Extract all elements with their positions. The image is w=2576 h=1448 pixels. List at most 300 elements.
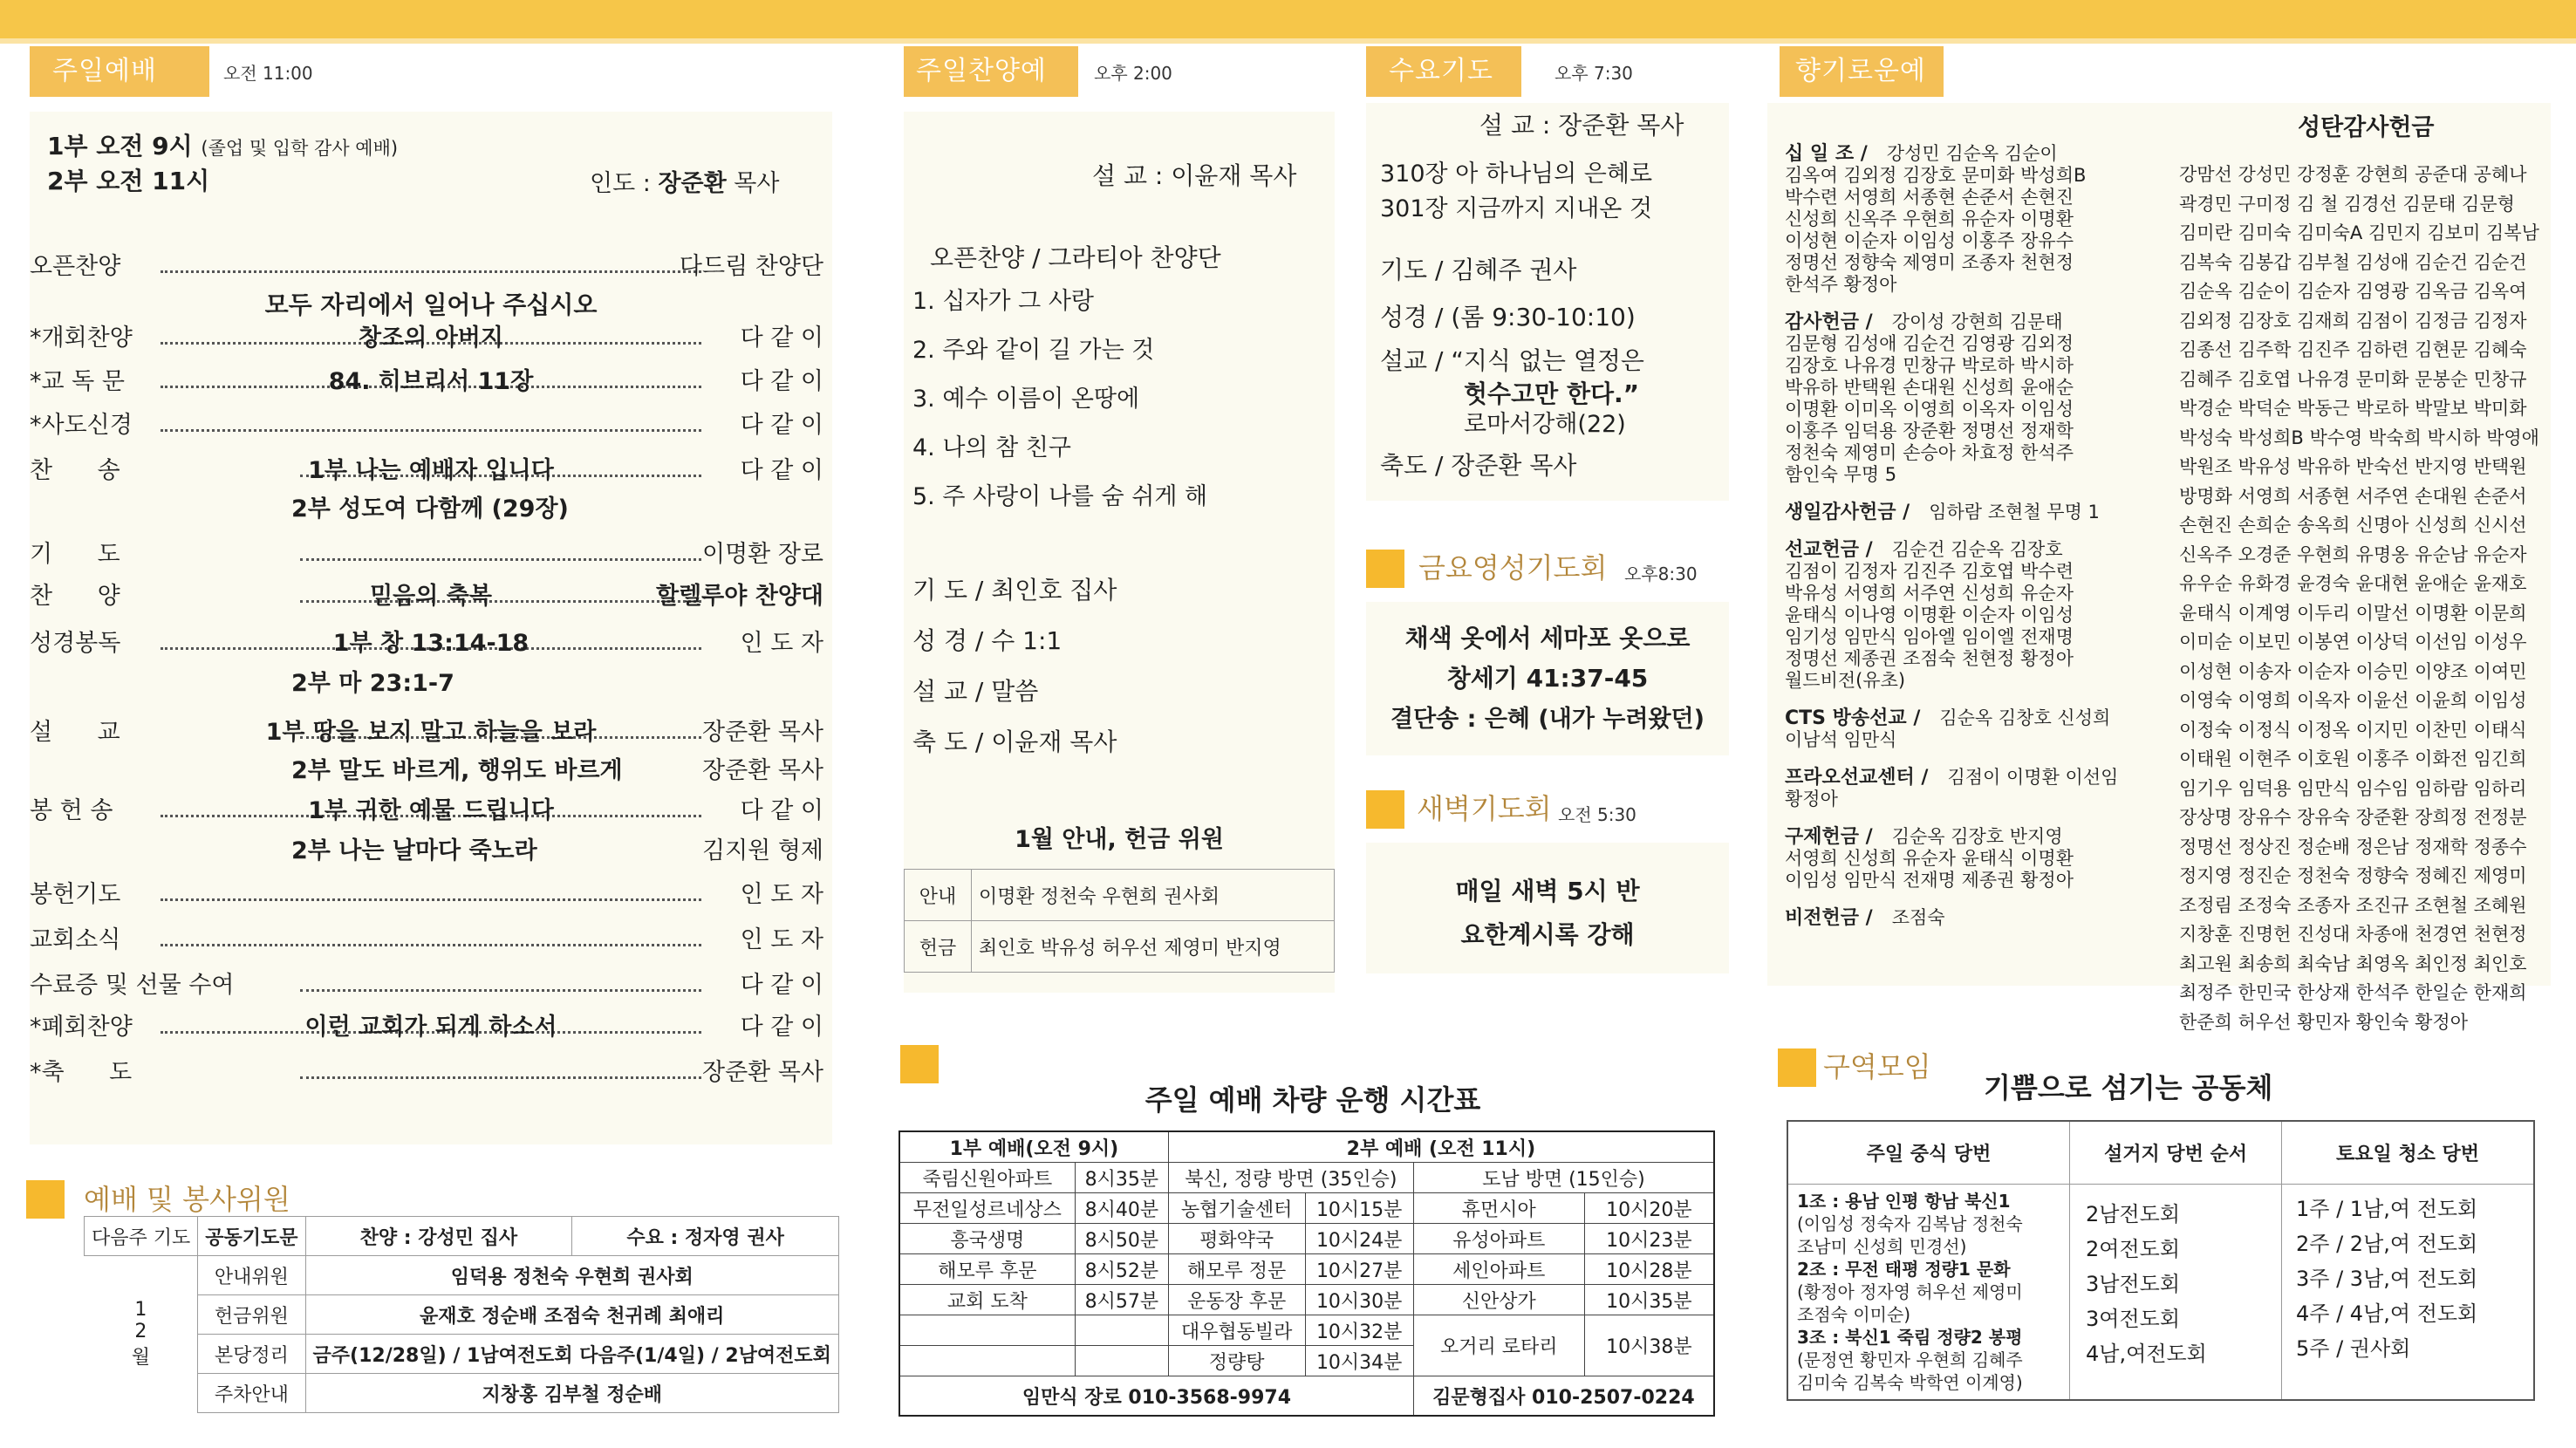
order-label: *교 독 문: [30, 368, 125, 395]
bus-cell: 오거리 로타리: [1413, 1315, 1584, 1376]
leader-dots: [161, 429, 701, 432]
order-row: [30, 365, 832, 400]
thanks-names: 박원조 박유성 박유하 반숙선 반지영 반택원: [2179, 456, 2527, 477]
bus-table: [899, 1130, 1715, 1417]
bus-cell: [899, 1315, 1075, 1346]
bus-cell: 농협기술센터: [1168, 1193, 1305, 1224]
bus-cell: 해모루 후문: [899, 1254, 1075, 1285]
praise-item: 기 도 / 최인호 집사: [912, 576, 1117, 604]
dish-line: 2남전도회: [2086, 1201, 2181, 1226]
leader-dots: [300, 558, 701, 561]
thanks-names: 임기우 임덕용 임만식 임수임 임하람 임하리: [2179, 777, 2527, 799]
order-row: [30, 249, 832, 284]
lunch-line: (황정아 정자영 허우선 제영미: [1797, 1281, 2023, 1302]
offer-names: 박유성 서영희 서주연 신성희 유순자: [1785, 583, 2074, 604]
sunday-time: 오전 11:00: [223, 63, 313, 84]
cell-head: 설거지 당번 순서: [2070, 1121, 2282, 1184]
offer-group: [1785, 539, 2151, 692]
staff-cell: 찬양 : 강성민 집사: [305, 1217, 572, 1256]
bus-cell: 10시27분: [1305, 1254, 1413, 1285]
order-label: 수료증 및 선물 수여: [30, 972, 235, 999]
thanks-names: 이태원 이현주 이호원 이홍주 이화전 임긴희: [2179, 748, 2527, 769]
wed-bless: 축도 / 장준환 목사: [1380, 451, 1577, 480]
bus-cell: 10시20분: [1584, 1193, 1714, 1224]
top-banner-shade: [0, 38, 2576, 44]
bus-cell: 유성아파트: [1413, 1224, 1584, 1254]
dawn-line: 매일 새벽 5시 반: [1455, 877, 1640, 905]
guide-role: 안내: [905, 870, 972, 921]
praise-item: 성 경 / 수 1:1: [912, 626, 1063, 655]
praise-panel: [904, 112, 1335, 993]
order-role: 장준환 목사: [702, 719, 823, 746]
bus-header: 1부 예배(오전 9시): [899, 1131, 1168, 1163]
song: 3. 예수 이름이 온땅에: [912, 386, 1140, 413]
order-label: *축 도: [30, 1059, 133, 1086]
leader-dots: [300, 1076, 701, 1079]
lunch-cell: [1787, 1184, 2070, 1400]
offer-names: 조점숙: [1891, 907, 1945, 928]
order-row: [30, 834, 832, 869]
offer-tab: 향기로운예: [1780, 46, 1944, 97]
offer-group-first: [1785, 311, 2151, 333]
thanks-names: 방명화 서영희 서종현 서주연 손대원 손준서: [2179, 485, 2527, 507]
staff-members: 금주(12/28일) / 1남여전도회 다음주(1/4일) / 2남여전도회: [305, 1335, 838, 1374]
order-label: 설 교: [30, 719, 120, 746]
wed-bible: 성경 / (롬 9:30-10:10): [1380, 303, 1636, 331]
offer-group: [1785, 826, 2151, 891]
order-role: 다 같 이: [740, 972, 823, 999]
leader-dots: [300, 989, 701, 992]
fri-line: 창세기 41:37-45: [1446, 664, 1649, 693]
leader-dots: [161, 270, 701, 273]
staff-role: 헌금위원: [198, 1295, 305, 1335]
order-row: [30, 715, 832, 750]
wed-sermon-3: 로마서강해(22): [1464, 411, 1626, 438]
bus-row: [899, 1315, 1714, 1346]
order-row: [30, 923, 832, 958]
offer-group: [1785, 767, 2151, 810]
offer-group-title: 구제헌금 /: [1785, 826, 1873, 848]
thanks-names: 이영숙 이영희 이옥자 이윤선 이윤희 이임성: [2179, 690, 2527, 711]
staff-members: 임덕용 정천숙 우현희 권사회: [305, 1256, 838, 1295]
bus-cell: 신안상가: [1413, 1285, 1584, 1315]
offer-names: 강성민 김순옥 김순이: [1886, 143, 2058, 164]
offer-group: [1785, 502, 2151, 523]
offer-group: [1785, 311, 2151, 486]
cell-head: 토요일 청소 당번: [2282, 1121, 2535, 1184]
bus-cell: 10시30분: [1305, 1285, 1413, 1315]
cell-table: [1787, 1120, 2535, 1401]
song: 1. 십자가 그 사랑: [912, 288, 1095, 315]
order-role: 인 도 자: [740, 630, 823, 657]
lunch-line: (이임성 정숙자 김복남 정천숙: [1797, 1212, 2023, 1234]
dish-cell: [2070, 1184, 2282, 1400]
staff-title: 예배 및 봉사위원: [84, 1183, 290, 1216]
guide-role: 헌금: [905, 921, 972, 973]
thanks-names: 최정주 한민국 한상재 한석주 한일순 한재희: [2179, 982, 2527, 1003]
offer-names: 이임성 임만식 전재명 제종권 황정아: [1785, 870, 2074, 891]
bus-cell: 10시38분: [1584, 1315, 1714, 1376]
fri-time: 오후8:30: [1624, 563, 1698, 584]
bus-cell: 10시35분: [1584, 1285, 1714, 1315]
clean-line: 4주 / 4남,여 전도회: [2296, 1301, 2478, 1326]
offer-names: 이남석 임만식: [1785, 729, 1897, 750]
thanks-names: 박경순 박덕순 박동근 박로하 박말보 박미화: [2179, 398, 2527, 419]
guide-names: 최인호 박유성 허우선 제영미 반지영: [972, 921, 1335, 973]
order-row: [30, 878, 832, 912]
offer-names: 윤태식 이나영 이명환 이순자 이임성: [1785, 604, 2074, 625]
offer-group-title: 비전헌금 /: [1785, 907, 1873, 929]
fri-line: 채색 옷에서 세마포 옷으로: [1404, 624, 1691, 652]
service-1: 1부 오전 9시 (졸업 및 입학 감사 예배): [47, 132, 399, 161]
staff-role: 주차안내: [198, 1374, 305, 1413]
dawn-title: 새벽기도회: [1417, 792, 1552, 825]
thanks-names: 조정림 조정숙 조종자 조진규 조현철 조혜원: [2179, 894, 2527, 916]
order-row: [30, 1055, 832, 1090]
section-square: [1366, 790, 1404, 829]
thanks-names: 손현진 손희순 송옥희 신명아 신성희 신시선: [2179, 515, 2527, 536]
offer-names: 황정아: [1785, 789, 1838, 809]
bus-cell: [1075, 1346, 1168, 1376]
offer-group-title: 선교헌금 /: [1785, 539, 1873, 561]
order-role: 다 같 이: [740, 797, 823, 824]
thanks-names: 곽경민 구미정 김 철 김경선 김문태 김문형: [2179, 193, 2515, 215]
order-label: 봉헌기도: [30, 881, 121, 908]
section-square: [1366, 550, 1404, 588]
praise-songs: [912, 277, 1207, 522]
offer-names: 이성현 이순자 이임성 이홍주 장유수: [1785, 230, 2074, 251]
offer-names: 김문형 김성애 김순건 김영광 김외정: [1785, 333, 2074, 354]
fri-title: 금요영성기도회: [1418, 551, 1608, 584]
offer-names: 박수련 서영희 서종현 손준서 손현진: [1785, 187, 2074, 208]
thanks-names: 강맘선 강성민 강정훈 강현희 공준대 공혜나: [2179, 164, 2527, 185]
offer-group-title: 프라오선교센터 /: [1785, 767, 1929, 789]
offer-names: 정명선 정향숙 제영미 조종자 천현정: [1785, 252, 2074, 273]
order-row: [30, 408, 832, 443]
order-role: 장준환 목사: [702, 1059, 823, 1086]
bus-contact: 임만식 장로 010-3568-9974: [899, 1376, 1413, 1417]
bus-cell: 10시34분: [1305, 1346, 1413, 1376]
order-content: 믿음의 축복: [370, 583, 492, 610]
order-content: 2부 나는 날마다 죽노라: [291, 837, 537, 864]
offer-names: 이명환 이미옥 이영희 이옥자 이임성: [1785, 399, 2074, 420]
thanks-names: 한준희 허우선 황민자 황인숙 황정아: [2179, 1011, 2468, 1033]
fri-line: 결단송 : 은혜 (내가 누려왔던): [1390, 706, 1705, 733]
offer-names: 김순건 김순옥 김장호: [1891, 539, 2063, 560]
order-row: [30, 794, 832, 829]
sunday-order-panel: [30, 112, 832, 1144]
bus-cell: 10시23분: [1584, 1224, 1714, 1254]
order-label: 오픈찬양: [30, 253, 121, 280]
offer-names: 임기성 임만식 임아엘 임이엘 전재명: [1785, 626, 2074, 647]
wed-sermon: 설교 / “지식 없는 열정은: [1380, 346, 1644, 375]
staff-cell: 다음주 기도: [85, 1217, 198, 1256]
bus-cell: 휴먼시아: [1413, 1193, 1584, 1224]
clean-cell: [2282, 1184, 2535, 1400]
bus-cell: 운동장 후문: [1168, 1285, 1305, 1315]
bus-cell: 10시15분: [1305, 1193, 1413, 1224]
thanks-names: 김종선 김주학 김진주 김하련 김현문 김혜숙: [2179, 339, 2527, 360]
order-role: 김지원 형제: [702, 837, 823, 864]
thanks-names: 신옥주 오경준 우현희 유명옹 유순남 유순자: [2179, 543, 2527, 565]
bus-cell: 10시24분: [1305, 1224, 1413, 1254]
order-label: 찬 양: [30, 583, 120, 610]
bus-row: [899, 1163, 1714, 1193]
order-content: 1부 창 13:14-18: [332, 630, 530, 657]
bus-cell: 무전일성르네상스: [899, 1193, 1075, 1224]
order-role: 장준환 목사: [702, 757, 823, 784]
thanks-names: 정지영 정진순 정천숙 정향숙 정혜진 제영미: [2179, 865, 2527, 886]
offer-names: 김옥여 김외정 김장호 문미화 박성희B: [1785, 165, 2087, 186]
offer-group-title: 십 일 조 /: [1785, 143, 1868, 165]
thanks-names: 김외정 김장호 김재희 김점이 김정금 김정자: [2179, 310, 2527, 331]
order-row: [30, 537, 832, 572]
order-label: *폐회찬양: [30, 1014, 133, 1041]
guide-title: 1월 안내, 헌금 위원: [1015, 826, 1224, 853]
order-content: 이런 교회가 되게 하소서: [304, 1014, 557, 1041]
bus-row: [899, 1193, 1714, 1224]
order-content: 1부 땅을 보지 말고 하늘을 보라: [265, 719, 597, 746]
bus-cell: 도남 방면 (15인승): [1413, 1163, 1714, 1193]
order-content: 2부 마 23:1-7: [291, 670, 454, 697]
bus-cell: 정량탕: [1168, 1346, 1305, 1376]
wed-prayer: 기도 / 김혜주 권사: [1380, 256, 1577, 284]
offer-names: 김순옥 김창호 신성희: [1939, 707, 2111, 728]
dawn-panel: [1366, 843, 1729, 973]
offer-group-first: [1785, 767, 2151, 789]
thanks-names: 김복숙 김봉갑 김부철 김성애 김순건 김순건: [2179, 251, 2527, 273]
staff-members: 윤재호 정순배 조점숙 천귀례 최애리: [305, 1295, 838, 1335]
thanks-names: 김순옥 김순이 김순자 김영광 김옥금 김옥여: [2179, 281, 2527, 302]
song: 5. 주 사랑이 나를 숨 쉬게 해: [912, 483, 1208, 510]
bus-row: [899, 1254, 1714, 1285]
thanks-names: 이미순 이보민 이봉연 이상덕 이선임 이성우: [2179, 632, 2527, 652]
offer-names: 김점이 김정자 김진주 김호엽 박수련: [1785, 561, 2074, 582]
order-role: 다 같 이: [740, 1014, 823, 1041]
dawn-time: 오전 5:30: [1558, 804, 1636, 825]
order-content: 1부 귀한 예물 드립니다: [308, 797, 554, 824]
bus-cell: 해모루 정문: [1168, 1254, 1305, 1285]
lunch-line: 조남미 신성희 민경선): [1797, 1235, 1967, 1257]
order-row: [30, 968, 832, 1003]
thanks-names: 정명선 정상진 정순배 정은남 정재학 정종수: [2179, 836, 2527, 857]
order-content: 2부 말도 바르게, 행위도 바르게: [291, 757, 623, 784]
service-2: 2부 오전 11시: [47, 167, 210, 195]
thanks-names: 최고원 최송희 최숙남 최영옥 최인정 최인호: [2179, 953, 2527, 974]
wed-panel: [1366, 103, 1729, 501]
order-label: *개회찬양: [30, 324, 133, 352]
leader-dots: [161, 944, 701, 946]
lunch-line: 1조 : 용남 인평 항남 북신1: [1797, 1190, 2011, 1212]
offer-names: 임하람 조현철 무명 1: [1929, 502, 2100, 523]
offer-group-title: CTS 방송선교 /: [1785, 707, 1921, 729]
order-row: [30, 626, 832, 661]
clean-line: 3주 / 3남,여 전도회: [2296, 1266, 2478, 1291]
order-content: 84. 히브리서 11장: [328, 368, 534, 395]
order-row: [30, 454, 832, 488]
bus-cell: 북신, 정량 방면 (35인승): [1168, 1163, 1413, 1193]
offer-group-first: [1785, 907, 2151, 929]
thanks-list: [2179, 161, 2545, 1037]
offer-group-title: 생일감사헌금 /: [1785, 502, 1910, 523]
section-square: [1778, 1048, 1816, 1087]
order-label: 기 도: [30, 541, 120, 568]
lunch-line: (문정연 황민자 우현희 김혜주: [1797, 1349, 2023, 1370]
song: 4. 나의 참 친구: [912, 434, 1071, 461]
offer-names: 정천숙 제영미 손승아 차효정 한석주: [1785, 442, 2074, 463]
dish-line: 2여전도회: [2086, 1236, 2181, 1261]
bus-cell: 10시28분: [1584, 1254, 1714, 1285]
order-row: [30, 321, 832, 356]
wed-sermon-2: 헛수고만 한다.”: [1464, 379, 1640, 408]
thanks-names: 윤태식 이계영 이두리 이말선 이명환 이문희: [2179, 602, 2527, 624]
order-label: 성경봉독: [30, 630, 121, 657]
offer-names: 정명선 제종권 조점숙 천현정 황정아: [1785, 648, 2074, 669]
order-label: 봉 헌 송: [30, 797, 113, 824]
offer-group-first: [1785, 707, 2151, 729]
offer-names: 김점이 이명환 이선임: [1947, 767, 2119, 788]
offer-groups: [1785, 143, 2151, 929]
thanks-title: 성탄감사헌금: [2298, 114, 2435, 141]
offer-group: [1785, 143, 2151, 296]
praise-item: 축 도 / 이윤재 목사: [912, 727, 1117, 756]
order-row: [30, 492, 832, 527]
clean-line: 5주 / 권사회: [2296, 1335, 2411, 1361]
bus-cell: 8시50분: [1075, 1224, 1168, 1254]
offer-group-first: [1785, 826, 2151, 848]
dish-line: 4남,여전도회: [2086, 1341, 2207, 1366]
wed-hymns: [1380, 157, 1652, 227]
bus-cell: 흥국생명: [899, 1224, 1075, 1254]
order-role: 인 도 자: [740, 926, 823, 953]
wed-preacher: 설 교 : 장준환 목사: [1479, 111, 1684, 140]
bus-cell: 8시52분: [1075, 1254, 1168, 1285]
offer-names: 함인숙 무명 5: [1785, 464, 1897, 485]
praise-time: 오후 2:00: [1094, 63, 1172, 84]
order-label: 찬 송: [30, 457, 120, 484]
offer-names: 강이성 강현희 김문태: [1891, 311, 2063, 332]
cell-subtitle: 기쁨으로 섬기는 공동체: [1984, 1071, 2273, 1104]
staff-cell: 공동기도문: [198, 1217, 305, 1256]
staff-role: 본당정리: [198, 1335, 305, 1374]
bus-title: 주일 예배 차량 운행 시간표: [1145, 1083, 1481, 1117]
dawn-line: 요한계시록 강해: [1460, 920, 1635, 949]
lunch-line: 김미숙 김복숙 박학연 이계영): [1797, 1371, 2023, 1393]
offer-group-first: [1785, 539, 2151, 561]
lunch-line: 2조 : 무전 태평 정량1 문화: [1797, 1258, 2011, 1280]
cell-head: 주일 중식 당번: [1787, 1121, 2070, 1184]
order-role: 인 도 자: [740, 881, 823, 908]
cell-title: 구역모임: [1823, 1050, 1931, 1083]
order-role: 다 같 이: [740, 368, 823, 395]
bus-contact: 김문형집사 010-2507-0224: [1413, 1376, 1714, 1417]
sunday-tab: 주일예배: [30, 46, 209, 97]
praise-preacher: 설 교 : 이윤재 목사: [1092, 161, 1297, 190]
song: 2. 주와 같이 길 가는 것: [912, 337, 1155, 364]
top-banner: [0, 0, 2576, 38]
guide-names: 이명환 정천숙 우현희 권사회: [972, 870, 1335, 921]
order-label: 교회소식: [30, 926, 121, 953]
offer-names: 신성희 신옥주 우현희 유순자 이명환: [1785, 208, 2074, 229]
lunch-line: 3조 : 북신1 죽림 정량2 봉평: [1797, 1326, 2023, 1348]
bus-cell: 교회 도착: [899, 1285, 1075, 1315]
clean-line: 1주 / 1남,여 전도회: [2296, 1196, 2478, 1221]
bus-header: 2부 예배 (오전 11시): [1168, 1131, 1714, 1163]
staff-role: 안내위원: [198, 1256, 305, 1295]
bus-cell: [1075, 1315, 1168, 1346]
offer-names: 월드비전(유초): [1785, 670, 1906, 691]
order-role: 이명환 장로: [702, 541, 823, 568]
praise-items: [912, 565, 1117, 768]
order-row: [30, 579, 832, 614]
bus-row: [899, 1285, 1714, 1315]
bus-cell: 죽림신원아파트: [899, 1163, 1075, 1193]
order-content: 2부 성도여 다함께 (29장): [291, 495, 569, 523]
hymn: 310장 아 하나님의 은혜로: [1380, 161, 1653, 188]
thanks-names: 이정숙 이정식 이정옥 이지민 이찬민 이태식: [2179, 719, 2527, 741]
fri-panel: [1366, 602, 1729, 755]
offer-panel: [1767, 103, 2551, 1033]
thanks-names: 김혜주 김호엽 나유경 문미화 문봉순 민창규: [2179, 368, 2527, 390]
bus-row: [899, 1224, 1714, 1254]
staff-members: 지창홍 김부철 정순배: [305, 1374, 838, 1413]
bus-cell: 8시35분: [1075, 1163, 1168, 1193]
bus-cell: 대우협동빌라: [1168, 1315, 1305, 1346]
order-role: 다드림 찬양단: [679, 253, 823, 280]
wed-time: 오후 7:30: [1554, 63, 1633, 84]
order-role: 다 같 이: [740, 324, 823, 352]
leader: 인도 : 장준환 목사: [590, 170, 780, 197]
staff-cell: 수요 : 정자영 권사: [572, 1217, 839, 1256]
thanks-names: 장상명 장유수 장유숙 장준환 장희정 전정분: [2179, 807, 2527, 828]
clean-line: 2주 / 2남,여 전도회: [2296, 1231, 2478, 1256]
offer-names: 김장호 나유경 민창규 박로하 박시하: [1785, 355, 2074, 376]
offer-names: 박유하 반택원 손대원 신성희 윤애순: [1785, 377, 2074, 398]
thanks-names: 지창훈 진명헌 진성대 차종애 천경연 천현정: [2179, 924, 2527, 945]
offer-names: 이홍주 임덕용 장준환 정명선 정재학: [1785, 420, 2074, 441]
offer-names: 김순옥 김장호 반지영: [1891, 826, 2063, 847]
guide-table: [904, 869, 1335, 973]
dish-line: 3여전도회: [2086, 1306, 2181, 1331]
thanks-names: 이성현 이송자 이순자 이승민 이양조 이여민: [2179, 660, 2527, 682]
leader-dots: [161, 898, 701, 901]
dish-line: 3남전도회: [2086, 1271, 2181, 1296]
bus-cell: 세인아파트: [1413, 1254, 1584, 1285]
order-label: *사도신경: [30, 412, 133, 439]
offer-group: [1785, 907, 2151, 929]
thanks-names: 유우순 유화경 윤경숙 윤대현 윤애순 윤재호: [2179, 573, 2527, 594]
offer-group-first: [1785, 502, 2151, 523]
order-row: [30, 1010, 832, 1045]
order-content: 창조의 아버지: [359, 324, 503, 352]
bus-cell: 8시40분: [1075, 1193, 1168, 1224]
lunch-line: 조점숙 이미순): [1797, 1303, 1911, 1325]
stand-instruction: 모두 자리에서 일어나 주십시오: [264, 290, 598, 319]
praise-item: 설 교 / 말씀: [912, 677, 1039, 706]
staff-table: [84, 1216, 839, 1413]
order-row: [30, 666, 832, 701]
order-row: [30, 754, 832, 789]
order-content: 1부 나는 예배자 입니다: [308, 457, 554, 484]
order-content: 할렐루야 찬양대: [656, 583, 823, 610]
bus-cell: 평화약국: [1168, 1224, 1305, 1254]
wed-tab: 수요기도: [1366, 46, 1521, 97]
order-role: 다 같 이: [740, 457, 823, 484]
bus-cell: [899, 1346, 1075, 1376]
offer-group-title: 감사헌금 /: [1785, 311, 1873, 333]
order-role: 다 같 이: [740, 412, 823, 439]
bus-cell: 10시32분: [1305, 1315, 1413, 1346]
